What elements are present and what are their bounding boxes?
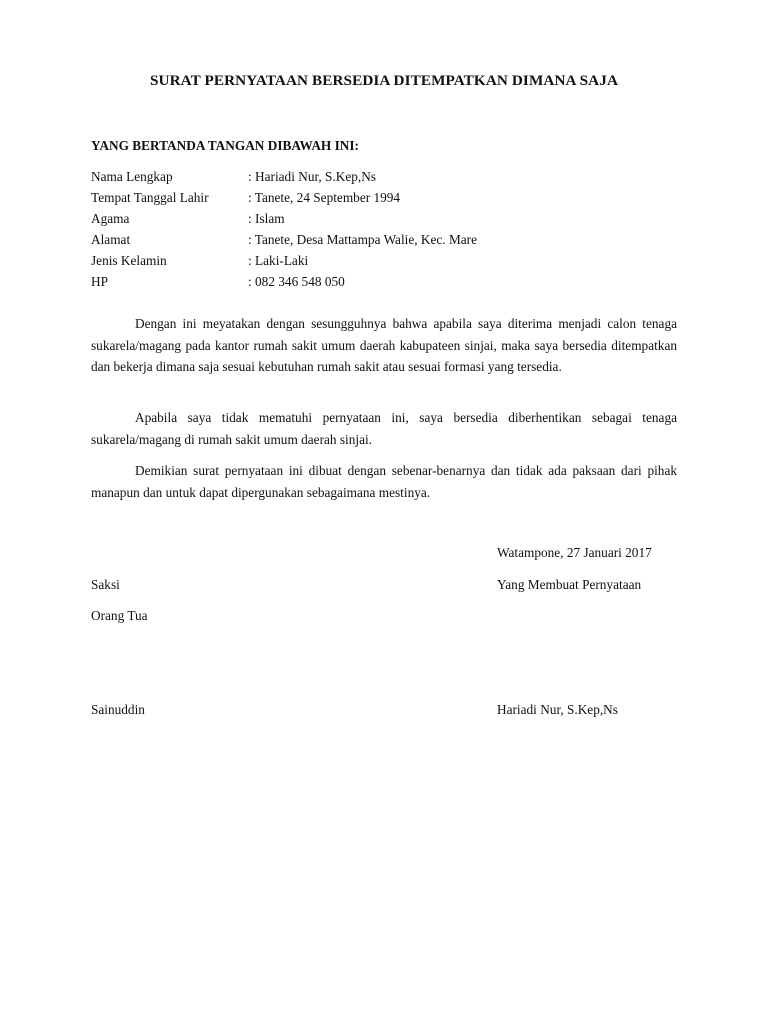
field-label: Alamat — [91, 232, 131, 247]
maker-label: Yang Membuat Pernyataan — [497, 577, 642, 592]
field-row-phone — [91, 271, 477, 292]
field-value: : Islam — [248, 211, 285, 226]
field-label: HP — [91, 274, 108, 289]
field-row-gender — [91, 250, 477, 271]
field-label: Jenis Kelamin — [91, 253, 167, 268]
identity-fields — [91, 166, 477, 292]
field-value: : 082 346 548 050 — [248, 274, 345, 289]
field-row-birth — [91, 187, 477, 208]
field-label: Nama Lengkap — [91, 169, 173, 184]
document-title: SURAT PERNYATAAN BERSEDIA DITEMPATKAN DIMANA SAJA — [149, 72, 619, 89]
compliance-paragraph: Apabila saya tidak mematuhi pernyataan ini, saya bersedia diberhentikan sebagai tenaga sukarela/magang di rumah sakit umum daerah sinjai. — [91, 410, 677, 447]
intro-heading: YANG BERTANDA TANGAN DIBAWAH INI: — [91, 138, 359, 153]
field-row-name — [91, 166, 477, 187]
maker-name: Hariadi Nur, S.Kep,Ns — [497, 702, 618, 717]
place-date: Watampone, 27 Januari 2017 — [497, 545, 652, 560]
field-label: Agama — [91, 211, 130, 226]
field-row-address — [91, 229, 477, 250]
field-value: : Laki-Laki — [248, 253, 309, 268]
field-value: : Tanete, Desa Mattampa Walie, Kec. Mare — [248, 232, 478, 247]
field-row-religion — [91, 208, 477, 229]
statement-paragraph: Dengan ini meyatakan dengan sesungguhnya bahwa apabila saya diterima menjadi calon tenaga sukarela/magang pada kantor rumah sakit umum daerah kabupateen sinjai, maka saya bersedia ditempatkan dan bekerja dimana saja sesuai kebutuhan rumah sakit atau sesuai formasi yang tersedia. — [91, 316, 677, 374]
witness-role: Orang Tua — [91, 608, 148, 623]
witness-name: Sainuddin — [91, 702, 145, 717]
field-label: Tempat Tanggal Lahir — [91, 190, 209, 205]
witness-label: Saksi — [91, 577, 120, 592]
field-value: : Tanete, 24 September 1994 — [248, 190, 401, 205]
closing-paragraph: Demikian surat pernyataan ini dibuat dengan sebenar-benarnya dan tidak ada paksaan dari pihak manapun dan untuk dapat dipergunakan sebagaimana mestinya. — [91, 463, 677, 500]
field-value: : Hariadi Nur, S.Kep,Ns — [248, 169, 376, 184]
